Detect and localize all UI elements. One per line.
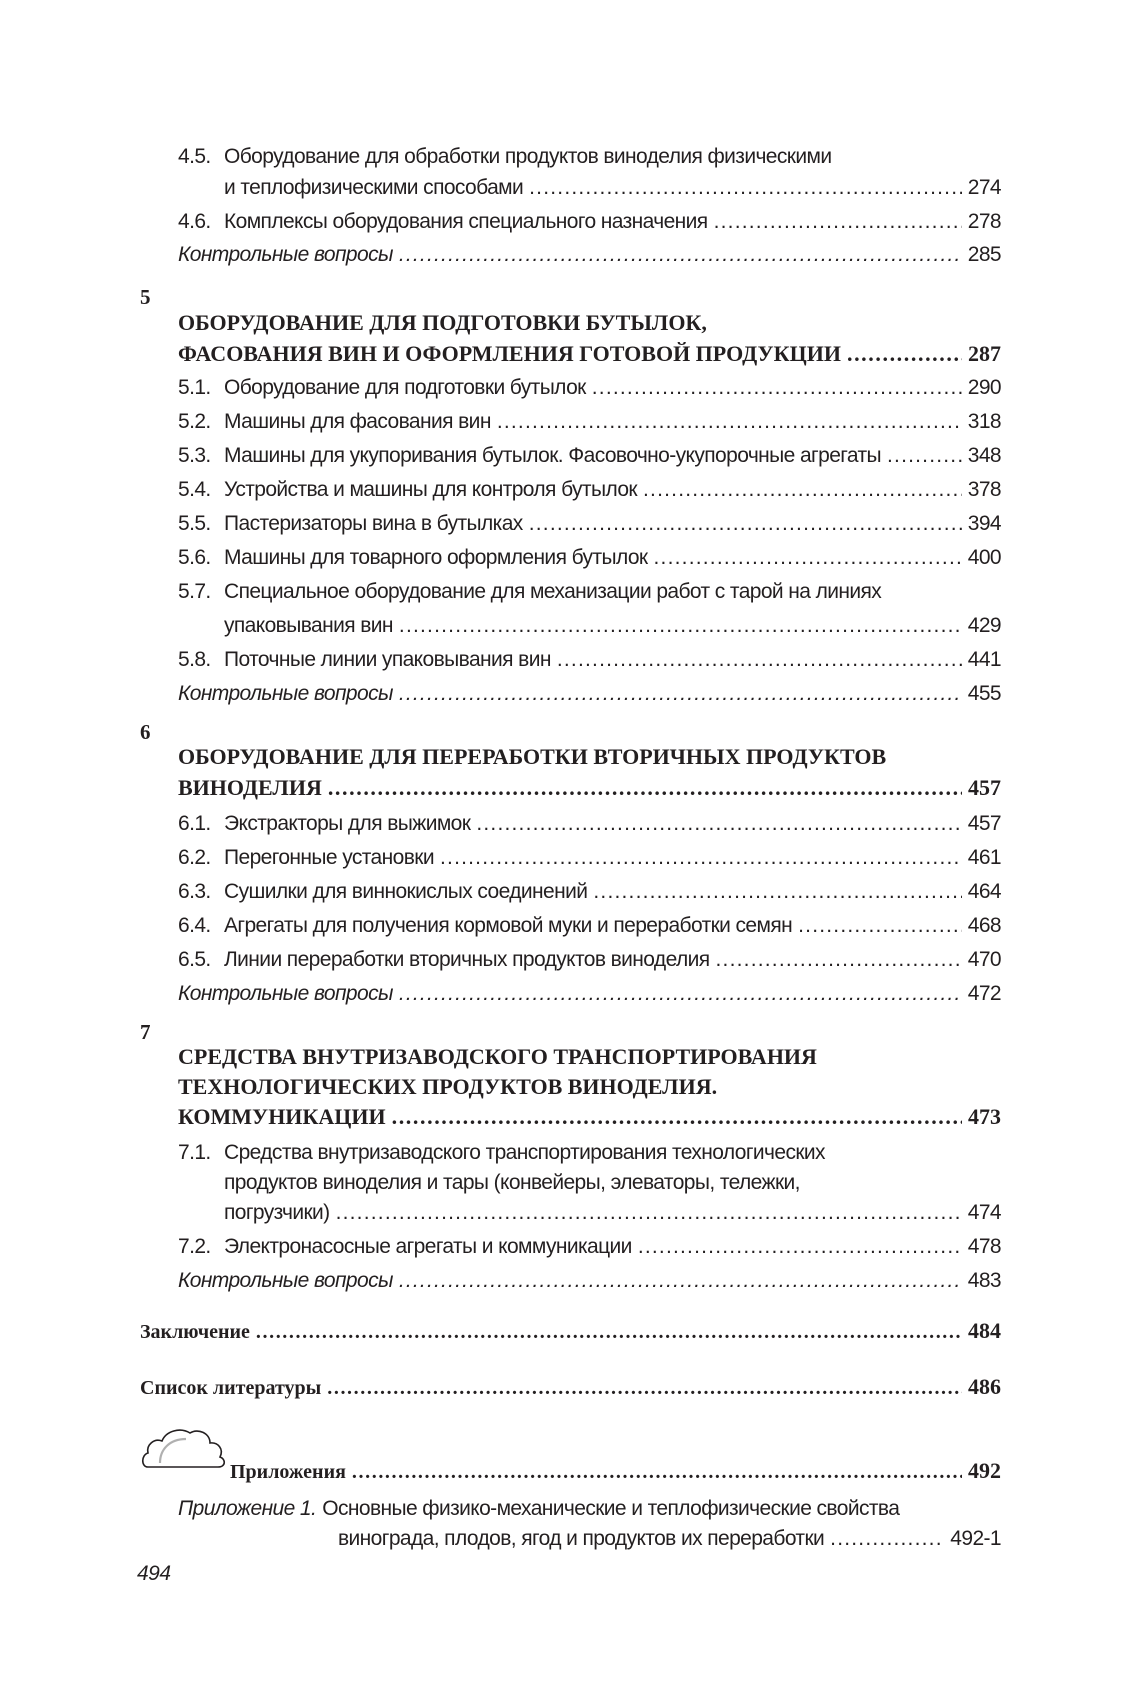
page-ref: 478 bbox=[967, 1235, 1001, 1258]
section-title-cont: и теплофизическими способами bbox=[224, 176, 524, 199]
page-ref: 483 bbox=[967, 1269, 1001, 1292]
toc-entry-4-5-cont[interactable] bbox=[224, 176, 1001, 200]
chapter-5-title-line2[interactable] bbox=[178, 341, 1001, 367]
chapter-number: 5 bbox=[140, 285, 151, 309]
page-ref: 470 bbox=[967, 948, 1001, 971]
section-number: 7.1. bbox=[178, 1141, 211, 1164]
toc-entry-5-7-cont[interactable] bbox=[224, 614, 1001, 638]
leader-dots bbox=[328, 775, 962, 801]
toc-entry-6-questions[interactable] bbox=[178, 982, 1001, 1006]
page-ref: 461 bbox=[967, 846, 1001, 869]
page-ref: 441 bbox=[967, 648, 1001, 671]
leader-dots bbox=[798, 914, 962, 938]
page-ref: 285 bbox=[967, 243, 1001, 266]
leader-dots bbox=[352, 1461, 962, 1484]
questions-title: Контрольные вопросы bbox=[178, 243, 393, 266]
chapter-title-cont: ТЕХНОЛОГИЧЕСКИХ ПРОДУКТОВ ВИНОДЕЛИЯ. bbox=[178, 1074, 718, 1099]
toc-entry-4-5[interactable] bbox=[178, 145, 831, 169]
toc-entry-6-1[interactable] bbox=[178, 812, 1001, 836]
toc-entry-5-questions[interactable] bbox=[178, 682, 1001, 706]
chapter-number: 7 bbox=[140, 1020, 151, 1044]
toc-entry-7-1-cont[interactable] bbox=[224, 1171, 800, 1195]
section-title-cont: продуктов виноделия и тары (конвейеры, элеваторы, тележки, bbox=[224, 1171, 800, 1194]
leader-dots bbox=[399, 682, 962, 706]
page-ref: 492-1 bbox=[950, 1527, 1001, 1550]
chapter-6-title-line2[interactable] bbox=[178, 775, 1001, 801]
page-ref: 457 bbox=[967, 812, 1001, 835]
section-number: 5.1. bbox=[178, 376, 211, 399]
toc-entry-5-8[interactable] bbox=[178, 648, 1001, 672]
toc-entry-5-2[interactable] bbox=[178, 410, 1001, 434]
appendix-label: Приложение 1. bbox=[178, 1497, 317, 1520]
section-title: Устройства и машины для контроля бутылок bbox=[224, 478, 638, 501]
section-number: 5.5. bbox=[178, 512, 211, 535]
section-title-cont: погрузчики) bbox=[224, 1201, 330, 1224]
toc-entry-5-4[interactable] bbox=[178, 478, 1001, 502]
leader-dots bbox=[399, 1269, 962, 1293]
leader-dots bbox=[399, 614, 962, 638]
appendix-title: Основные физико-механические и теплофизические свойства bbox=[322, 1497, 900, 1520]
section-number: 5.6. bbox=[178, 546, 211, 569]
section-number: 4.6. bbox=[178, 210, 211, 233]
page-ref: 492 bbox=[968, 1458, 1001, 1483]
page-ref: 457 bbox=[968, 775, 1001, 800]
toc-entry-6-3[interactable] bbox=[178, 880, 1001, 904]
page-ref: 318 bbox=[967, 410, 1001, 433]
section-title: Средства внутризаводского транспортирования технологических bbox=[224, 1141, 825, 1164]
leader-dots bbox=[529, 176, 962, 200]
page-number: 494 bbox=[137, 1562, 171, 1585]
leader-dots bbox=[529, 512, 962, 536]
toc-entry-4-questions[interactable] bbox=[178, 243, 1001, 267]
page-ref: 394 bbox=[967, 512, 1001, 535]
section-title: Машины для укупоривания бутылок. Фасовочно-укупорочные агрегаты bbox=[224, 444, 881, 467]
leader-dots bbox=[593, 880, 961, 904]
page-ref: 287 bbox=[968, 341, 1001, 366]
section-number: 6.1. bbox=[178, 812, 211, 835]
chapter-6-title-line1[interactable] bbox=[178, 744, 886, 770]
chapter-title: ОБОРУДОВАНИЕ ДЛЯ ПОДГОТОВКИ БУТЫЛОК, bbox=[178, 310, 707, 335]
section-title: Экстракторы для выжимок bbox=[224, 812, 471, 835]
section-title: Перегонные установки bbox=[224, 846, 434, 869]
toc-entry-appendix-1[interactable] bbox=[178, 1497, 899, 1521]
toc-entry-4-6[interactable] bbox=[178, 210, 1001, 234]
leader-dots bbox=[476, 812, 961, 836]
section-title: Оборудование для подготовки бутылок bbox=[224, 376, 586, 399]
section-title: Оборудование для обработки продуктов виноделия физическими bbox=[224, 145, 832, 168]
section-number: 6.2. bbox=[178, 846, 211, 869]
toc-entry-appendix-1-cont[interactable] bbox=[338, 1527, 1001, 1551]
chapter-7-title-line1[interactable] bbox=[178, 1044, 817, 1070]
chapter-7-title-line2[interactable] bbox=[178, 1074, 717, 1100]
chapter-number: 6 bbox=[140, 720, 151, 744]
questions-title: Контрольные вопросы bbox=[178, 1269, 393, 1292]
section-title: Специальное оборудование для механизации работ с тарой на линиях bbox=[224, 580, 882, 603]
leader-dots bbox=[256, 1321, 962, 1344]
leader-dots bbox=[654, 546, 962, 570]
toc-entry-6-2[interactable] bbox=[178, 846, 1001, 870]
page-ref: 468 bbox=[967, 914, 1001, 937]
page-ref: 472 bbox=[967, 982, 1001, 1005]
section-number: 7.2. bbox=[178, 1235, 211, 1258]
section-title: Пастеризаторы вина в бутылках bbox=[224, 512, 523, 535]
toc-entry-7-questions[interactable] bbox=[178, 1269, 1001, 1293]
page-ref: 464 bbox=[967, 880, 1001, 903]
section-title: Комплексы оборудования специального назначения bbox=[224, 210, 708, 233]
toc-entry-6-4[interactable] bbox=[178, 914, 1001, 938]
section-number: 5.2. bbox=[178, 410, 211, 433]
section-title-cont: упаковывания вин bbox=[224, 614, 393, 637]
page-ref: 274 bbox=[967, 176, 1001, 199]
section-title: Машины для товарного оформления бутылок bbox=[224, 546, 648, 569]
toc-entry-6-5[interactable] bbox=[178, 948, 1001, 972]
section-number: 6.3. bbox=[178, 880, 211, 903]
leader-dots bbox=[336, 1201, 962, 1225]
toc-entry-7-1-cont2[interactable] bbox=[224, 1201, 1001, 1225]
section-title: Линии переработки вторичных продуктов виноделия bbox=[224, 948, 710, 971]
page-ref: 348 bbox=[967, 444, 1001, 467]
questions-title: Контрольные вопросы bbox=[178, 982, 393, 1005]
chapter-title-cont: ВИНОДЕЛИЯ bbox=[178, 775, 322, 800]
page-ref: 484 bbox=[968, 1318, 1001, 1343]
toc-entry-conclusion[interactable] bbox=[140, 1318, 1001, 1344]
leader-dots bbox=[497, 410, 962, 434]
page-ref: 378 bbox=[967, 478, 1001, 501]
section-number: 6.4. bbox=[178, 914, 211, 937]
section-number: 5.7. bbox=[178, 580, 211, 603]
cloud-icon bbox=[140, 1425, 230, 1470]
section-number: 5.8. bbox=[178, 648, 211, 671]
toc-entry-bibliography[interactable] bbox=[140, 1374, 1001, 1400]
page-ref: 455 bbox=[967, 682, 1001, 705]
section-title: Сушилки для виннокислых соединений bbox=[224, 880, 588, 903]
appendix-title-cont: винограда, плодов, ягод и продуктов их переработки bbox=[338, 1527, 825, 1550]
section-title: Машины для фасования вин bbox=[224, 410, 491, 433]
page-ref: 290 bbox=[967, 376, 1001, 399]
leader-dots bbox=[847, 341, 962, 367]
leader-dots bbox=[638, 1235, 962, 1259]
section-title: Поточные линии упаковывания вин bbox=[224, 648, 551, 671]
toc-entry-5-7[interactable] bbox=[178, 580, 881, 604]
toc-entry-5-5[interactable] bbox=[178, 512, 1001, 536]
leader-dots bbox=[399, 243, 962, 267]
leader-dots bbox=[557, 648, 962, 672]
toc-entry-5-1[interactable] bbox=[178, 376, 1001, 400]
page-ref: 429 bbox=[967, 614, 1001, 637]
toc-entry-7-1[interactable] bbox=[178, 1141, 825, 1165]
section-number: 6.5. bbox=[178, 948, 211, 971]
bibliography-title: Список литературы bbox=[140, 1377, 322, 1399]
section-number: 5.3. bbox=[178, 444, 211, 467]
leader-dots bbox=[716, 948, 962, 972]
leader-dots bbox=[327, 1377, 962, 1400]
section-number: 4.5. bbox=[178, 145, 211, 168]
page-ref: 486 bbox=[968, 1374, 1001, 1399]
chapter-5-title-line1[interactable] bbox=[178, 310, 707, 336]
chapter-7-title-line3[interactable] bbox=[178, 1104, 1001, 1130]
leader-dots bbox=[887, 444, 962, 468]
toc-entry-5-6[interactable] bbox=[178, 546, 1001, 570]
appendices-title: Приложения bbox=[230, 1461, 346, 1483]
leader-dots bbox=[440, 846, 962, 870]
page-ref: 400 bbox=[967, 546, 1001, 569]
chapter-title-cont: ФАСОВАНИЯ ВИН И ОФОРМЛЕНИЯ ГОТОВОЙ ПРОДУКЦИИ bbox=[178, 341, 841, 366]
section-title: Агрегаты для получения кормовой муки и переработки семян bbox=[224, 914, 793, 937]
questions-title: Контрольные вопросы bbox=[178, 682, 393, 705]
leader-dots bbox=[399, 982, 962, 1006]
toc-entry-7-2[interactable] bbox=[178, 1235, 1001, 1259]
section-title: Электронасосные агрегаты и коммуникации bbox=[224, 1235, 632, 1258]
page-ref: 473 bbox=[968, 1104, 1001, 1129]
chapter-title-cont: КОММУНИКАЦИИ bbox=[178, 1104, 386, 1129]
toc-entry-5-3[interactable] bbox=[178, 444, 1001, 468]
leader-dots bbox=[714, 210, 962, 234]
chapter-title: СРЕДСТВА ВНУТРИЗАВОДСКОГО ТРАНСПОРТИРОВАНИЯ bbox=[178, 1044, 817, 1069]
page-ref: 474 bbox=[967, 1201, 1001, 1224]
leader-dots bbox=[392, 1104, 962, 1130]
leader-dots bbox=[592, 376, 962, 400]
leader-dots bbox=[830, 1527, 944, 1551]
conclusion-title: Заключение bbox=[140, 1321, 250, 1343]
chapter-title: ОБОРУДОВАНИЕ ДЛЯ ПЕРЕРАБОТКИ ВТОРИЧНЫХ ПРОДУКТОВ bbox=[178, 744, 887, 769]
page-ref: 278 bbox=[967, 210, 1001, 233]
section-number: 5.4. bbox=[178, 478, 211, 501]
toc-entry-appendices[interactable] bbox=[230, 1458, 1001, 1484]
leader-dots bbox=[643, 478, 962, 502]
